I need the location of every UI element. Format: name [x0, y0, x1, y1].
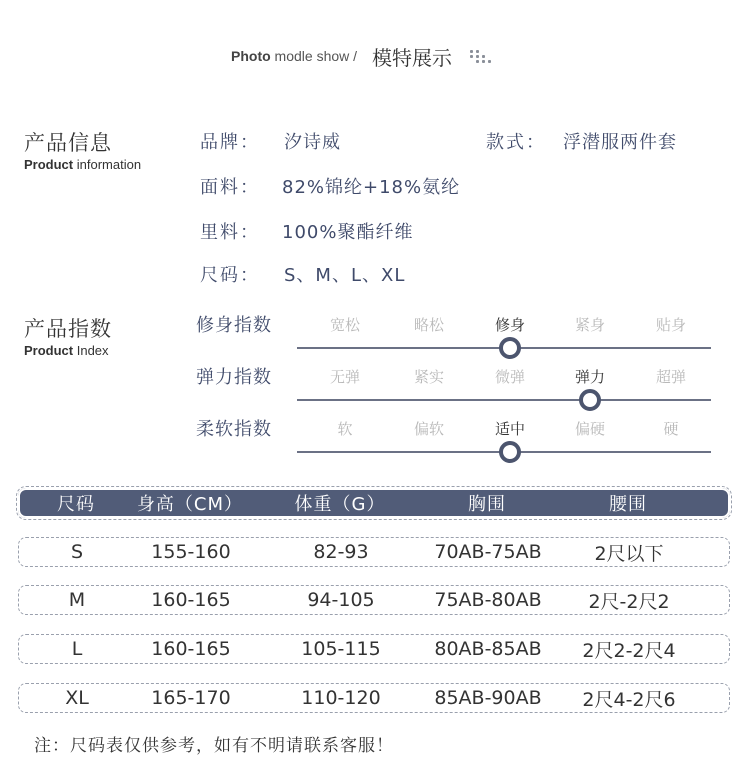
- scale-option: 紧身: [574, 316, 605, 334]
- header-chinese: 模特展示: [372, 46, 452, 70]
- table-cell: 110-120: [301, 687, 381, 709]
- table-header-cell: 体重（G）: [294, 494, 386, 515]
- scale-track: [297, 399, 711, 401]
- scale-knob: [579, 389, 601, 411]
- lining-value: 100%聚酯纤维: [282, 222, 414, 243]
- scale-option: 弹力: [574, 368, 605, 386]
- table-cell: 75AB-80AB: [434, 589, 542, 611]
- fabric-label: 面料：: [200, 177, 260, 198]
- scale-option: 适中: [494, 420, 525, 438]
- scale-option: 软: [337, 420, 353, 438]
- table-cell: S: [70, 541, 84, 563]
- scale-option: 贴身: [655, 316, 686, 334]
- dots-icon: [470, 50, 492, 64]
- table-cell: 2尺以下: [594, 542, 664, 565]
- table-cell: 160-165: [151, 638, 231, 660]
- section-header: [0, 38, 750, 72]
- size-note: 注：尺码表仅供参考，如有不明请联系客服！: [34, 736, 394, 756]
- scale-knob: [499, 337, 521, 359]
- table-cell: L: [71, 638, 83, 660]
- index-label: 柔软指数: [196, 419, 272, 440]
- scale-option: 超弹: [655, 368, 686, 386]
- table-header: [18, 488, 730, 518]
- index-label: 弹力指数: [196, 367, 272, 388]
- size-label: 尺码：: [200, 265, 260, 286]
- brand-label: 品牌：: [200, 132, 260, 153]
- table-header-cell: 胸围: [468, 494, 506, 515]
- fabric-value: 82%锦纶+18%氨纶: [282, 177, 461, 198]
- table-cell: 105-115: [301, 638, 381, 660]
- table-header-cell: 身高（CM）: [136, 494, 244, 515]
- size-value: S、M、L、XL: [284, 265, 406, 286]
- scale-option: 修身: [494, 316, 525, 334]
- scale-option: 无弹: [329, 368, 360, 386]
- table-cell: 2尺2-2尺4: [582, 639, 676, 662]
- table-cell: 82-93: [313, 541, 369, 563]
- scale-option: 微弹: [494, 368, 525, 386]
- lining-label: 里料：: [200, 222, 260, 243]
- product-index-title: 产品指数 Product Index: [24, 317, 112, 358]
- scale-knob: [499, 441, 521, 463]
- table-cell: 80AB-85AB: [434, 638, 542, 660]
- scale-option: 偏软: [413, 420, 444, 438]
- style-value: 浮潜服两件套: [563, 132, 677, 153]
- table-cell: 85AB-90AB: [434, 687, 542, 709]
- table-cell: 94-105: [307, 589, 375, 611]
- index-label: 修身指数: [196, 315, 272, 336]
- scale-option: 宽松: [329, 316, 360, 334]
- scale-option: 偏硬: [574, 420, 605, 438]
- table-cell: XL: [65, 687, 89, 709]
- table-cell: 155-160: [151, 541, 231, 563]
- table-row: [18, 683, 730, 713]
- table-cell: 70AB-75AB: [434, 541, 542, 563]
- header-english: Photo modle show /: [231, 48, 358, 64]
- style-label: 款式：: [486, 132, 546, 153]
- brand-value: 汐诗威: [284, 132, 341, 153]
- table-cell: 165-170: [151, 687, 231, 709]
- scale-option: 紧实: [413, 368, 444, 386]
- table-cell: M: [68, 589, 86, 611]
- scale-option: 略松: [413, 316, 444, 334]
- scale-option: 硬: [663, 420, 679, 438]
- table-row: [18, 537, 730, 567]
- table-cell: 2尺-2尺2: [588, 590, 670, 613]
- table-row: [18, 585, 730, 615]
- table-header-cell: 腰围: [609, 494, 647, 515]
- table-header-cell: 尺码: [57, 494, 95, 515]
- table-cell: 160-165: [151, 589, 231, 611]
- table-cell: 2尺4-2尺6: [582, 688, 676, 711]
- product-info-title: 产品信息 Product information: [24, 131, 142, 172]
- table-row: [18, 634, 730, 664]
